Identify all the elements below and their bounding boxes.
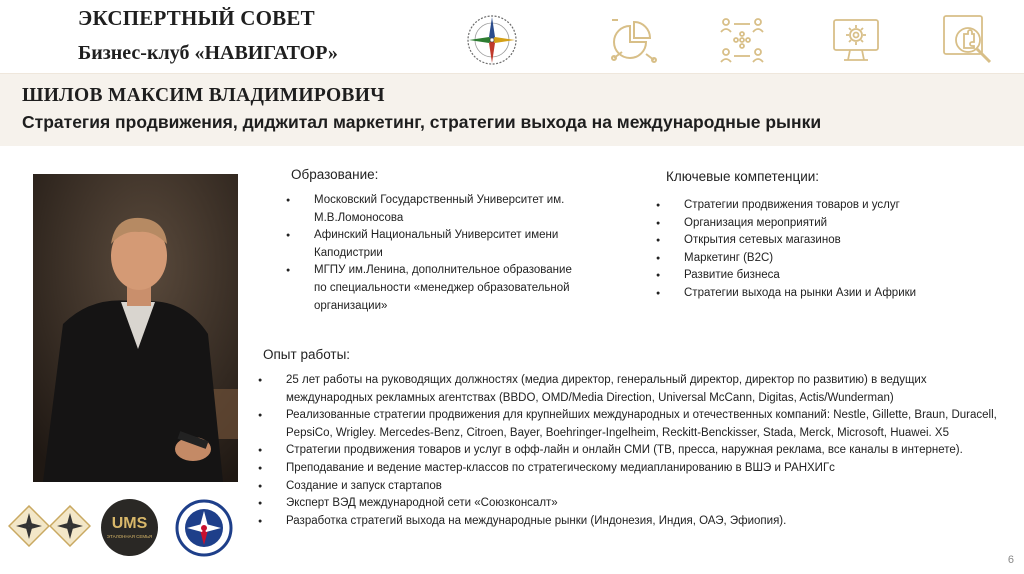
team-network-icon — [716, 14, 768, 66]
person-name: ШИЛОВ МАКСИМ ВЛАДИМИРОВИЧ — [22, 85, 385, 106]
experience-heading: Опыт работы: — [263, 347, 351, 362]
compass-icon — [466, 14, 518, 66]
list-item: ● Развитие бизнеса — [654, 267, 954, 285]
competencies-heading: Ключевые компетенции: — [666, 169, 820, 184]
list-item: ● Преподавание и ведение мастер-классов по стратегическому медиапланированию в ВШЭ и РАНХИГс — [256, 460, 1001, 478]
list-item: ● Создание и запуск стартапов — [256, 478, 1001, 496]
club-emblem-logo — [49, 505, 91, 547]
page-number: 6 — [1007, 554, 1014, 566]
list-item: ● Афинский Национальный Университет имени Каподистрии — [284, 227, 584, 262]
list-item: ● Открытия сетевых магазинов — [654, 232, 954, 250]
header-title: ЭКСПЕРТНЫЙ СОВЕТ — [78, 6, 315, 30]
name-band — [0, 73, 1024, 146]
club-emblem-logo — [8, 505, 50, 547]
list-item: ● МГПУ им.Ленина, дополнительное образование по специальности «менеджер образовательной организации» — [284, 262, 584, 315]
header-subtitle: Бизнес-клуб «НАВИГАТОР» — [78, 42, 338, 64]
list-item: ● Стратегии продвижения товаров и услуг — [654, 197, 954, 215]
list-item: ● Московский Государственный Университет им. М.В.Ломоносова — [284, 192, 584, 227]
list-item: ● 25 лет работы на руководящих должностях (медиа директор, генеральный директор, директор по развитию) в ведущих международных рекламных агентствах (BBDO, OMD/Media Direction, Universal McCann, Digitas, Actis/Wunderman) — [256, 372, 1001, 407]
competencies-list — [654, 197, 954, 303]
ums-logo-text: UMS — [111, 515, 148, 532]
ums-logo-subtext: ЭТАЛОННАЯ СЕМЬЯ — [106, 534, 153, 539]
person-role: Стратегия продвижения, диджитал маркетинг, стратегии выхода на международные рынки — [22, 112, 822, 132]
list-item: ● Маркетинг (B2C) — [654, 250, 954, 268]
list-item: ● Реализованные стратегии продвижения для крупнейших международных и отечественных компаний: Nestle, Gillette, Braun, Duracell, PepsiCo, Wrigley. Mercedes-Benz, Citroen, Bayer, Boehringer-Ingelheim, Reckitt-Benckisser, Stada, Merck, Microsoft, Huawei. X5 — [256, 407, 1001, 442]
list-item: ● Эксперт ВЭД международной сети «Союзконсалт» — [256, 495, 1001, 513]
education-list — [284, 192, 584, 315]
list-item: ● Разработка стратегий выхода на международные рынки (Индонезия, Индия, ОАЭ, Эфиопия). — [256, 513, 1001, 531]
list-item: ● Стратегии продвижения товаров и услуг в офф-лайн и онлайн СМИ (ТВ, пресса, наружная реклама, все каналы в интернете). — [256, 442, 1001, 460]
pie-chart-icon — [608, 14, 660, 66]
portrait-photo — [33, 174, 238, 482]
list-item: ● Организация мероприятий — [654, 215, 954, 233]
union-consult-logo — [175, 499, 233, 557]
monitor-gear-icon — [830, 14, 882, 66]
education-heading: Образование: — [291, 167, 379, 182]
ums-logo — [101, 499, 158, 556]
puzzle-search-icon — [940, 12, 996, 68]
list-item: ● Стратегии выхода на рынки Азии и Африки — [654, 285, 954, 303]
experience-list — [256, 372, 1001, 530]
